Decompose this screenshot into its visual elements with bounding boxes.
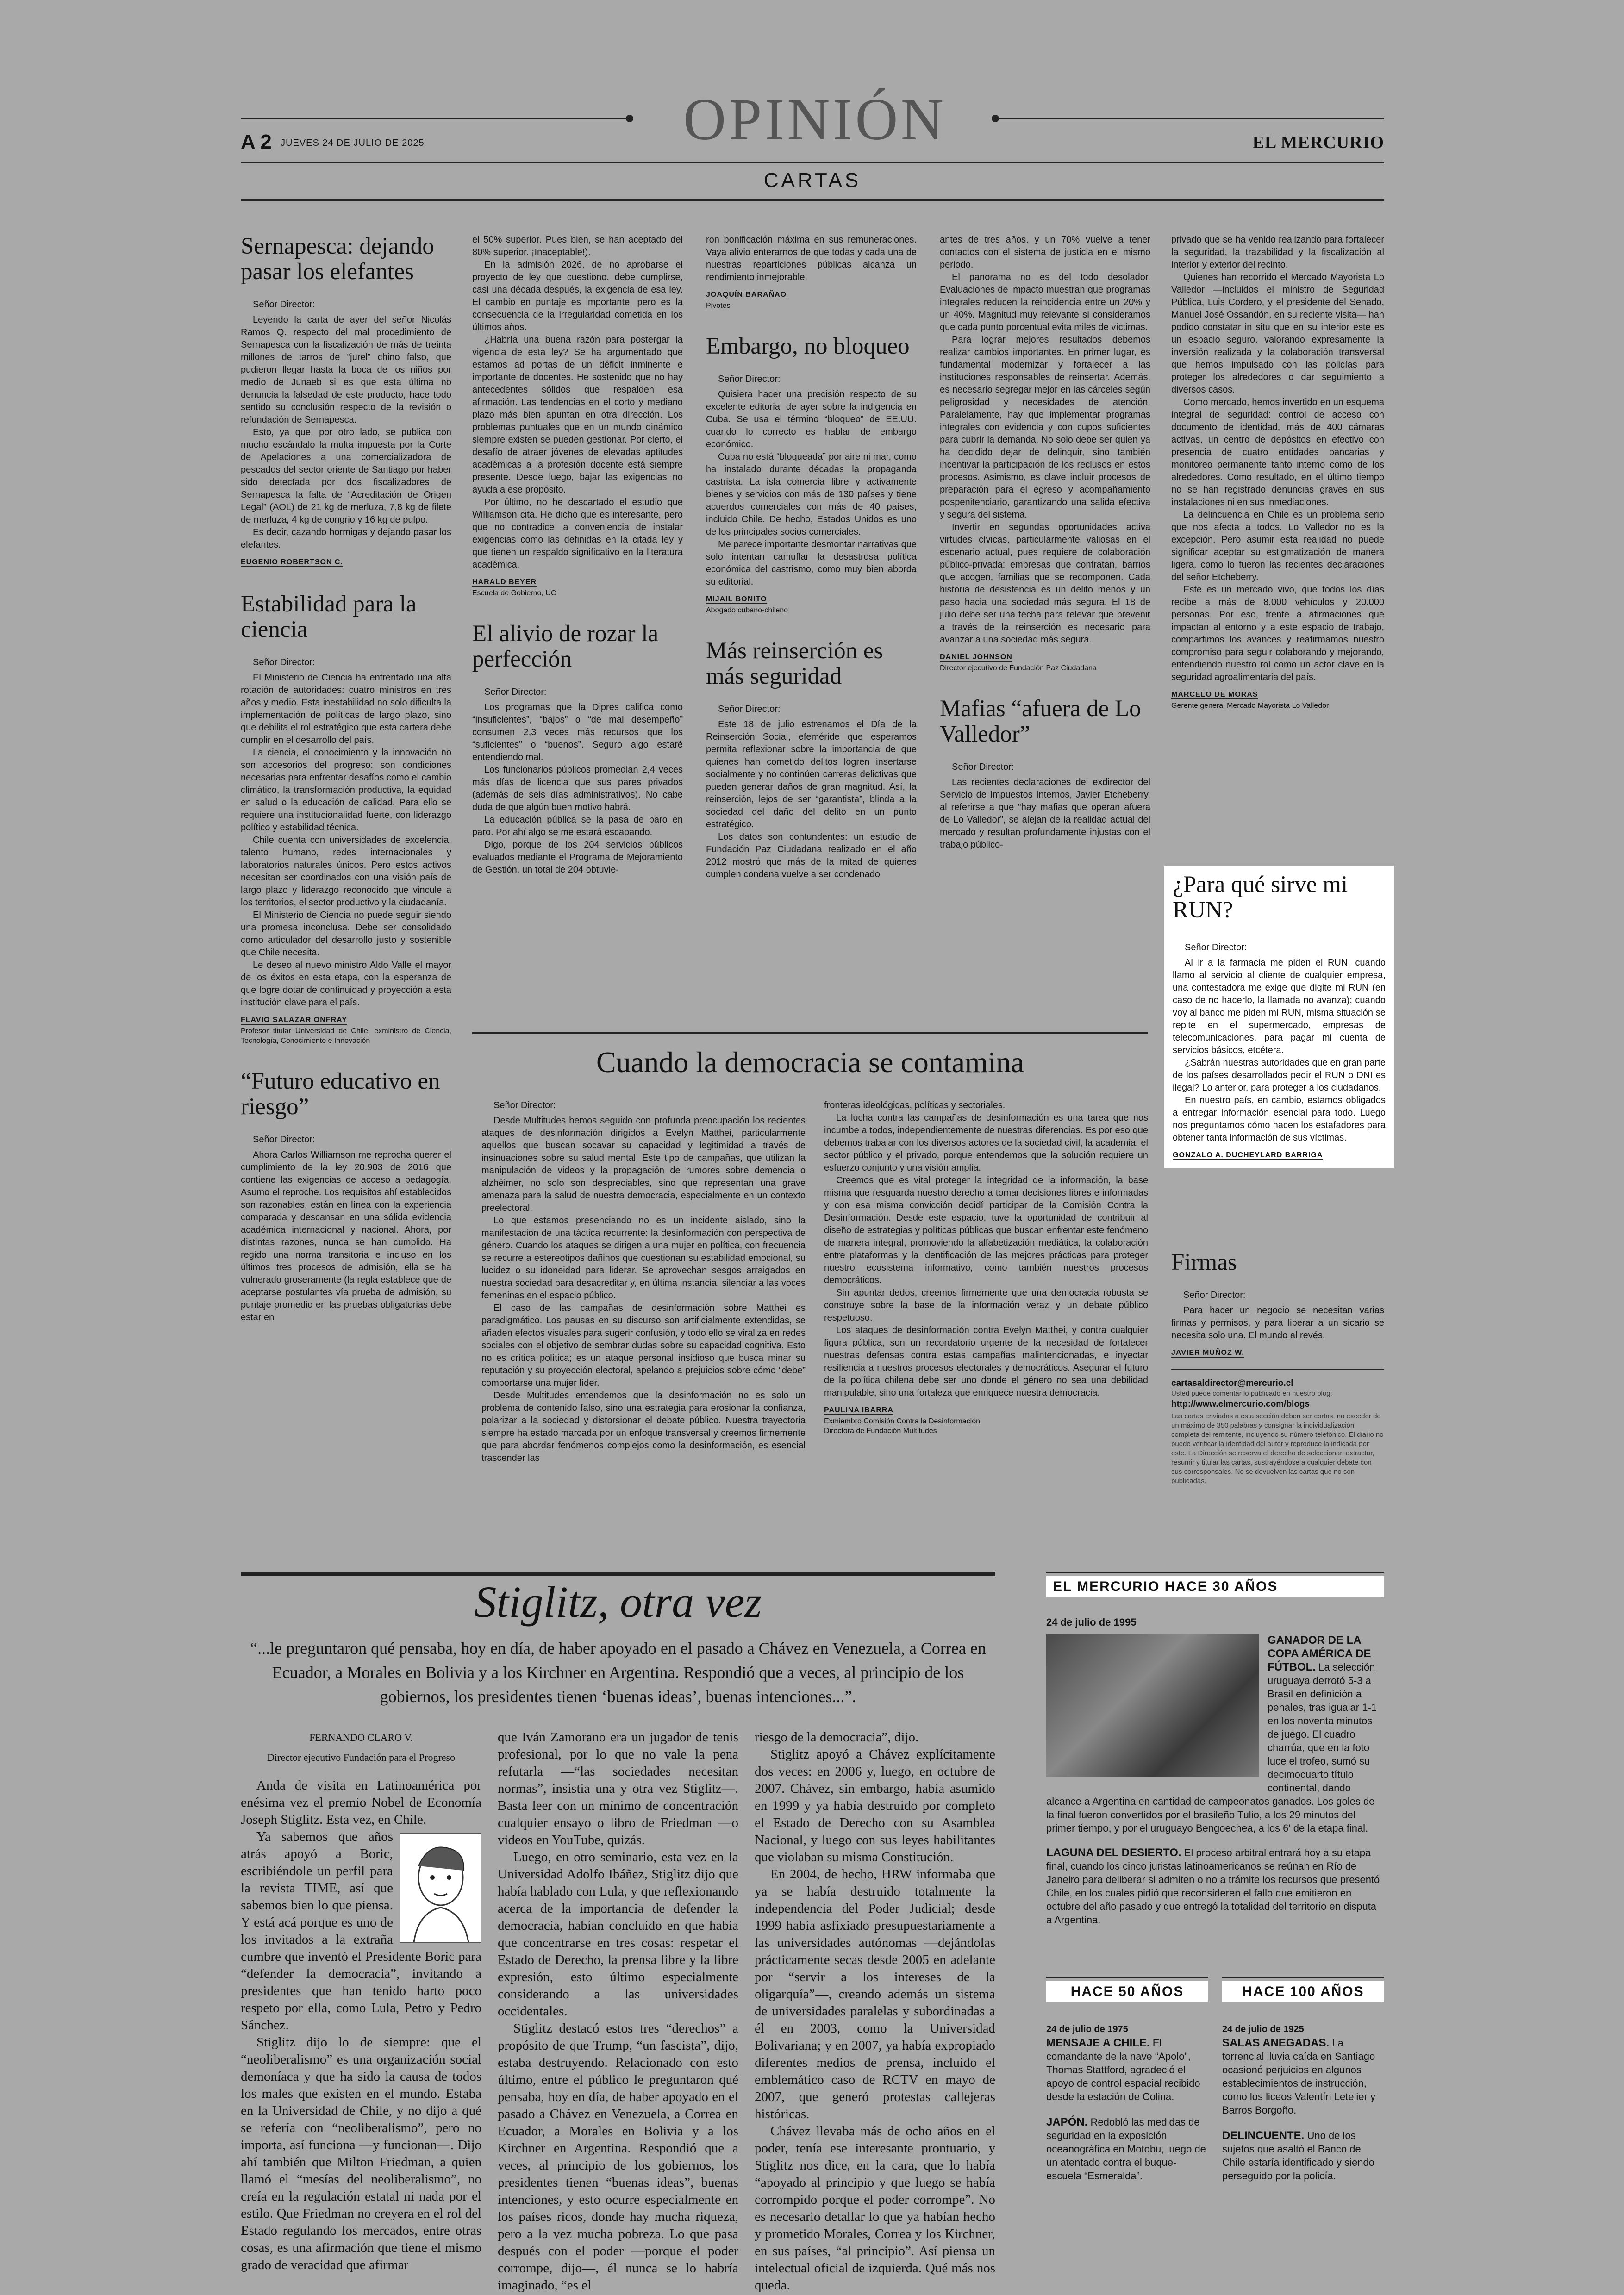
hace50-item2-title: JAPÓN. xyxy=(1046,2116,1088,2128)
paragraph: Le deseo al nuevo ministro Aldo Valle el mayor de los éxitos en esta etapa, con la esperanza de que logre dotar de continuidad y proyección a esta institución clave para el país. xyxy=(241,960,451,1008)
contact-box xyxy=(1171,1378,1384,1486)
hace100-item2-body: Uno de los sujetos que asaltó el Banco de Chile estaría identificado y siendo perseguido por la policía. xyxy=(1222,2130,1374,2182)
paragraph: Lo que estamos presenciando no es un incidente aislado, sino la manifestación de una táctica recurrente: la desinformación con perspectiva de género. Cuando los ataques se dirigen a una mujer en política, con frecuencia se recurre a estereotipos dañinos que cuestionan su estabilidad emocional, su lucidez o su idoneidad para liderar. Se aprovechan sesgos arraigados en nuestra sociedad para desacreditar y, en última instancia, silenciar a las voces femeninas en el espacio público. xyxy=(481,1216,806,1301)
paragraph: ron bonificación máxima en sus remuneraciones. Vaya alivio enterarnos de que todas y cada una de nuestras reparticiones públicas alcanza un rendimiento inmejorable. xyxy=(706,235,917,282)
hace30-item2-body: El proceso arbitral entrará hoy a su etapa final, cuando los cinco juristas latinoamericanos se reúnan en Río de Janeiro para deliberar si admiten o no a trámite los recursos que presentó Chile, en los cuales pidió que reconsideren el fallo que emitieron en octubre del año pasado y que entregó la totalidad del territorio en disputa a Argentina. xyxy=(1046,1847,1380,1926)
democracia-col-1 xyxy=(481,1099,806,1465)
paragraph: fronteras ideológicas, políticas y sectoriales. xyxy=(824,1100,1006,1110)
paragraph: Para hacer un negocio se necesitan varias firmas y permisos, y para liberar a un sicario se necesita solo una. El mundo al revés. xyxy=(1171,1305,1384,1341)
header-dot-left xyxy=(626,115,633,122)
column-5 xyxy=(1171,234,1384,711)
hace100-date: 24 de julio de 1925 xyxy=(1222,2024,1304,2034)
letter-firmas xyxy=(1171,1250,1384,1359)
paragraph: antes de tres años, y un 70% vuelve a tener contactos con el sistema de justicia en el mismo periodo. xyxy=(940,235,1150,270)
column-rule-top xyxy=(241,1572,995,1576)
author-portrait-sketch-icon xyxy=(400,1834,481,1942)
letter-title: Estabilidad para la ciencia xyxy=(241,591,417,642)
column-4 xyxy=(940,234,1150,851)
paragraph: riesgo de la democracia”, dijo. xyxy=(755,1730,919,1745)
hace30-date: 24 de julio de 1995 xyxy=(1046,1616,1137,1628)
salutation: Señor Director: xyxy=(253,299,315,310)
signature: MARCELO DE MORAS xyxy=(1171,691,1258,698)
letter-title: Sernapesca: dejando pasar los elefantes xyxy=(241,233,434,285)
hace50-item2-body: Redobló las medidas de seguridad en la exposición oceanográfica en Motobu, luego de un atentado contra el buque-escuela “Esmeralda”. xyxy=(1046,2116,1206,2182)
column-col-3 xyxy=(755,1729,995,2294)
paragraph: El Ministerio de Ciencia no puede seguir siendo una promesa inconclusa. Debe ser consolidado como articulador del desarrollo justo y sostenible que Chile necesita. xyxy=(241,910,451,958)
paragraph: Anda de visita en Latinoamérica por enésima vez el premio Nobel de Economía Joseph Stiglitz. Esta vez, en Chile. xyxy=(241,1778,481,1827)
signature: EUGENIO ROBERTSON C. xyxy=(241,558,343,566)
hace100-item2-title: DELINCUENTE. xyxy=(1222,2129,1305,2142)
hace30-item2-title: LAGUNA DEL DESIERTO. xyxy=(1046,1846,1181,1859)
paragraph: ¿Habría una buena razón para postergar la vigencia de esta ley? Se ha argumentado que estamos ad portas de un déficit inminente e importante de docentes. He sostenido que no hay antecedentes sólidos que respalden esa afirmación. Las tendencias en el corto y mediano plazo más bien apuntan en otra dirección. Los problemas puntuales que en un mundo dinámico siempre existen se pueden gestionar. Por cierto, el desafío de atraer jóvenes de elevadas aptitudes académicas a la profesión docente está siempre presente. Desde luego, bajar las exigencias no ayuda a ese propósito. xyxy=(472,335,683,495)
signature-role: Abogado cubano-chileno xyxy=(706,606,788,614)
paragraph: Este 18 de julio estrenamos el Día de la Reinserción Social, efeméride que esperamos permita reflexionar sobre la importancia de que quienes han cometido delitos logren insertarse socialmente y no continúen carreras delictivas que pueden generar daños de gran magnitud. Así, la reinserción, lejos de ser “garantista”, blinda a la sociedad del daño del delito en un punto estratégico. xyxy=(706,719,917,829)
paragraph: Stiglitz apoyó a Chávez explícitamente dos veces: en 2006 y, luego, en octubre de 2007. Chávez, sin embargo, había asumido en 1999 y ya había destruido por completo el Estado de Derecho con su Asamblea Nacional, y luego con sus leyes habilitantes que violaban su misma Constitución. xyxy=(755,1747,995,1865)
page-number: A 2 xyxy=(241,131,272,153)
letter-alivio xyxy=(472,621,683,876)
salutation: Señor Director: xyxy=(253,657,315,667)
hace50-box xyxy=(1046,2023,1208,2183)
salutation: Señor Director: xyxy=(952,762,1014,772)
contact-email-link[interactable]: cartasaldirector@mercurio.cl xyxy=(1171,1378,1293,1388)
hace100-box xyxy=(1222,2023,1384,2183)
paragraph: Quienes han recorrido el Mercado Mayorista Lo Valledor —incluidos el ministro de Seguridad Pública, Luis Cordero, y el presidente del Senado, Manuel José Ossandón, en su reciente visita— han podido constatar in situ que en su interior este es un espacio seguro, valorando expresamente la inversión realizada y la colaboración transversal que hemos impulsado con las policías para proteger los alrededores o dar seguimiento a diversos casos. xyxy=(1171,272,1384,395)
paragraph: Es decir, cazando hormigas y dejando pasar los elefantes. xyxy=(241,527,451,550)
signature: JAVIER MUÑOZ W. xyxy=(1171,1349,1244,1357)
paragraph: La lucha contra las campañas de desinformación es una tarea que nos incumbe a todos, independientemente de nuestras diferencias. Es por eso que debemos trabajar con los diversos actores de la sociedad civil, la academia, el sector público y el privado, porque entendemos que la solución requiere un esfuerzo conjunto y una visión amplia. xyxy=(824,1113,1148,1173)
header-rule-left xyxy=(241,118,630,119)
signature-role: Exmiembro Comisión Contra la Desinformación xyxy=(824,1417,981,1425)
hace30-box xyxy=(1046,1615,1384,1927)
header-dot-right xyxy=(992,115,999,122)
letter-title: Embargo, no bloqueo xyxy=(706,333,910,359)
letter-mafias-continued xyxy=(1171,234,1384,711)
header-rule-right xyxy=(995,118,1384,119)
paragraph: Desde Multitudes hemos seguido con profunda preocupación los recientes ataques de desinformación dirigidos a Evelyn Matthei, particularmente aquellos que buscan socavar su capacidad y legitimidad a través de insinuaciones sobre su salud mental. Este tipo de campañas, que utilizan la manipulación de videos y la propagación de rumores sobre demencia o alzhéimer, no solo son despreciables, sino que representan una grave amenaza para la salud de nuestra democracia, especialmente en un contexto preelectoral. xyxy=(481,1116,806,1213)
paragraph: Los datos son contundentes: un estudio de Fundación Paz Ciudadana realizado en el año 2012 mostró que más de la mitad de quienes cumplen condena vuelve a ser condenado xyxy=(706,832,917,879)
salutation: Señor Director: xyxy=(718,374,781,384)
section-subtitle: CARTAS xyxy=(763,169,862,192)
paragraph: Al ir a la farmacia me piden el RUN; cuando llamo al servicio al cliente de cualquier empresa, una contestadora me exige que digite mi RUN (en caso de no hacerlo, la llamada no avanza); cuando voy al banco me piden mi RUN, misma situación se repite en el supermercado, empresas de telecomunicaciones, para pagar mi cuenta de servicios básicos, etcétera. xyxy=(1173,958,1386,1055)
paragraph: La educación pública se la pasa de paro en paro. Por ahí algo se me estará escapando. xyxy=(472,815,683,837)
paragraph: Para lograr mejores resultados debemos realizar cambios importantes. En primer lugar, es fundamental modernizar y fortalecer a las instituciones responsables de reinsertar. Además, es necesario segregar mejor en las cárceles según peligrosidad y necesidades de atención. Paralelamente, hay que implementar programas integrales con evidencia y con cupos suficientes para cubrir la demanda. No solo debe ser quien ya ha decidido dejar de delinquir, sino también incentivar la participación de los reclusos en estos procesos. Asimismo, es clave incluir procesos de preparación para el egreso y acompañamiento pospenitenciario, garantizando una salida efectiva y segura del sistema. xyxy=(940,335,1150,520)
blog-url-link[interactable]: http://www.elmercurio.com/blogs xyxy=(1171,1399,1310,1409)
signature: JOAQUÍN BARAÑAO xyxy=(706,291,787,299)
header-rule-mid xyxy=(241,162,1384,163)
paragraph: Este es un mercado vivo, que todos los días recibe a más de 8.000 vehículos y 20.000 personas. Por eso, frente a afirmaciones que impactan al entorno y a este espacio de trabajo, compartimos los avances y reafirmamos nuestro compromiso para seguir colaborando y mejorando, entendiendo nuestro rol como un actor clave en la seguridad agroalimentaria del país. xyxy=(1171,585,1384,682)
signature-role: Director ejecutivo de Fundación Paz Ciudadana xyxy=(940,664,1097,672)
democracia-title: Cuando la democracia se contamina xyxy=(596,1046,1024,1079)
paragraph: Quisiera hacer una precisión respecto de su excelente editorial de ayer sobre la indigencia en Cuba. Se usa el término “bloqueo” de EE.UU. cuando lo correcto es hablar de embargo económico. xyxy=(706,389,917,449)
letter-title: Firmas xyxy=(1171,1249,1237,1275)
signature: GONZALO A. DUCHEYLARD BARRIGA xyxy=(1173,1151,1323,1159)
letter-sernapesca xyxy=(241,234,451,568)
signature: PAULINA IBARRA xyxy=(824,1406,893,1414)
hace30-rule xyxy=(1046,1572,1384,1573)
paragraph: privado que se ha venido realizando para fortalecer la seguridad, la trazabilidad y la fiscalización al interior y exterior del recinto. xyxy=(1171,235,1384,270)
paragraph: Me parece importante desmontar narrativas que solo intentan camuflar la desastrosa política económica del castrismo, como muy bien aborda su editorial. xyxy=(706,539,917,587)
paragraph: que Iván Zamorano era un jugador de tenis profesional, por lo que no vale la pena refutarla —“las sociedades necesitan normas”, insistía una y otra vez Stiglitz—. Basta leer con un mínimo de concentración cualquier ensayo o libro de Friedman —o videos en YouTube, quizás. xyxy=(498,1730,738,1847)
paragraph: Chávez llevaba más de ocho años en el poder, tenía ese interesante prontuario, y Stiglitz nos dice, en la cara, que lo había “apoyado al principio y que luego se había corrompido porque el poder corrompe”. No es necesario detallar lo que ya habían hecho y prometido Morales, Correa y los Kirchner, en sus países, “al principio”. Así piensa un intelectual oficial de izquierda. Qué más nos queda. xyxy=(755,2124,995,2293)
paragraph: Como mercado, hemos invertido en un esquema integral de seguridad: control de acceso con documento de identidad, más de 400 cámaras activas, un centro de depósitos en efectivo con presencia de cuatro entidades bancarias y monitoreo permanente tanto interno como de los alrededores. Como resultado, en el último tiempo no se han registrado denuncias graves en sus instalaciones ni en sus inmediaciones. xyxy=(1171,397,1384,507)
letter-futuro xyxy=(241,1069,451,1324)
paragraph: Stiglitz dijo lo de siempre: que el “neoliberalismo” es una organización social demoníaca y que ha sido la causa de todos los males que existen en el mundo. Estaba en la Universidad de Chile, y no dijo a qué se refería con “neoliberalismo”, pero no importa, así funciona —y funcionan—. Dijo ahí también que Milton Friedman, a quien llamó el “mesías del neoliberalismo”, no creía en la regulación estatal ni nada por el estilo. Que Friedman no creyera en el rol del Estado regulando los mercados, entre otras cosas, es una afirmación que tiene el mismo grado de veracidad que afirmar xyxy=(241,2035,481,2272)
salutation: Señor Director: xyxy=(1185,942,1247,953)
column-1 xyxy=(241,234,451,1324)
paragraph: Desde Multitudes entendemos que la desinformación no es solo un problema de contenido falso, sino una estrategia para erosionar la confianza, polarizar a la sociedad y distorsionar el debate público. Nuestra trayectoria siempre ha estado marcada por un enfoque transversal y creemos firmemente que para abordar fenómenos complejos como la desinformación, es esencial trascender las xyxy=(481,1391,806,1463)
paragraph: Los funcionarios públicos promedian 2,4 veces más días de licencia que sus pares privados (además de seis días administrativos). No cabe duda de que algún buen motivo habrá. xyxy=(472,765,683,812)
paragraph: Los programas que la Dipres califica como “insuficientes”, “bajos” o “de mal desempeño” consumen 2,3 veces más recursos que los “suficientes” o “buenos”. Seguro algo estaré entendiendo mal. xyxy=(472,702,683,762)
paragraph: Luego, en otro seminario, esta vez en la Universidad Adolfo Ibáñez, Stiglitz dijo que había hablado con Lula, y que reflexionando acerca de la importancia de defender la democracia, habían concluido en que había que concentrarse en tres cosas: respetar el Estado de Derecho, la prensa libre y la libre expresión, esto último especialmente considerando a las universidades occidentales. xyxy=(498,1850,738,2019)
contact-rule xyxy=(1171,1369,1384,1370)
column-col-1 xyxy=(241,1729,481,2274)
paragraph: En la admisión 2026, de no aprobarse el proyecto de ley que cuestiono, debe cumplirse, casi una década después, la exigencia de esa ley. El cambio en puntaje es importante, pero es la consecuencia de la irregularidad cometida en los últimos años. xyxy=(472,260,683,332)
column-pullquote: “...le preguntaron qué pensaba, hoy en día, de haber apoyado en el pasado a Chávez en Venezuela, a Correa en Ecuador, a Morales en Bolivia y a los Kirchner en Argentina. Respondió que a veces, al principio de los gobiernos, los presidentes tienen ‘buenas ideas’, buenas intenciones...”. xyxy=(250,1639,986,1706)
hace100-item1-body: La torrencial lluvia caída en Santiago ocasionó perjuicios en algunos establecimientos de instrucción, como los liceos Valentín Letelier y Barros Borgoño. xyxy=(1222,2037,1375,2116)
paragraph: Por último, no he descartado el estudio que Williamson cita. He dicho que es interesante, pero que no contradice la conveniencia de instalar exigencias como las definidas en la citada ley y que tienen un respaldo significativo en la literatura académica. xyxy=(472,497,683,570)
paragraph: La ciencia, el conocimiento y la innovación no son accesorios del progreso: son condiciones necesarias para enfrentar desafíos como el cambio climático, la transformación productiva, la equidad en salud o la educación de calidad. Para ello se requiere una institucionalidad fuerte, con liderazgo político y estabilidad técnica. xyxy=(241,748,451,833)
author-portrait xyxy=(400,1833,481,1943)
column-col-2 xyxy=(498,1729,738,2294)
paragraph: El Ministerio de Ciencia ha enfrentado una alta rotación de autoridades: cuatro ministros en tres años y medio. Esta inestabilidad no solo dificulta la implementación de políticas de largo plazo, sino que debilita el rol estratégico que esta cartera debe cumplir en el desarrollo del país. xyxy=(241,673,451,745)
hace30-heading: EL MERCURIO HACE 30 AÑOS xyxy=(1046,1576,1384,1597)
signature-role: Pivotes xyxy=(706,302,731,310)
salutation: Señor Director: xyxy=(484,687,547,697)
author-name: FERNANDO CLARO V. xyxy=(309,1732,413,1743)
hace50-rule xyxy=(1046,1977,1208,1978)
signature-role: Profesor titular Universidad de Chile, exministro de Ciencia, Tecnología, Conocimiento e Innovación xyxy=(241,1027,451,1045)
hace30-item1-title: GANADOR DE LA COPA AMÉRICA DE FÚTBOL. xyxy=(1268,1634,1371,1673)
salutation: Señor Director: xyxy=(1183,1290,1246,1300)
signature-role: Gerente general Mercado Mayorista Lo Valledor xyxy=(1171,702,1329,710)
paragraph: Las recientes declaraciones del exdirector del Servicio de Impuestos Internos, Javier Etcheberry, al referirse a que “hay mafias que operan afuera de Lo Valledor”, se alejan de la realidad actual del mercado y resultan profundamente injustas con el trabajo público- xyxy=(940,777,1150,850)
issue-date: JUEVES 24 DE JULIO DE 2025 xyxy=(281,138,425,148)
paragraph: En 2004, de hecho, HRW informaba que ya se había destruido totalmente la independencia del Poder Judicial; desde 1999 había asfixiado presupuestariamente a las universidades autónomas —dejándolas prácticamente secas desde 2005 en adelante por “servir a los intereses de la oligarquía”—, creando además un sistema de universidades paralelas y subordinadas a él en 2003, como la Universidad Bolivariana; y en 2007, ya había expropiado diferentes medios de prensa, incluido el emblemático caso de RCTV en mayo de 2007, que generó protestas callejeras históricas. xyxy=(755,1867,995,2121)
hace50-heading: HACE 50 AÑOS xyxy=(1046,1981,1208,2002)
signature: MIJAIL BONITO xyxy=(706,595,767,603)
letter-run-highlight xyxy=(1164,866,1394,1168)
letter-title: ¿Para qué sirve mi RUN? xyxy=(1173,872,1348,923)
blog-note: Usted puede comentar lo publicado en nuestro blog: xyxy=(1171,1390,1332,1397)
section-title: OPINIÓN xyxy=(683,87,947,152)
column-3 xyxy=(706,234,917,881)
paragraph: Ahora Carlos Williamson me reprocha querer el cumplimiento de la ley 20.903 de 2016 que contiene las exigencias de acceso a pedagogía. Asumo el reproche. Los requisitos ahí establecidos son razonables, están en línea con la experiencia comparada y descansan en una sólida evidencia académica internacional y nacional. Ahora, por distintas razones, nunca se han cumplido. Ha regido una norma transitoria e incluso en los últimos tres procesos de admisión, ella se ha vulnerado groseramente (la regla establece que de aceptarse postulantes vía prueba de admisión, su puntaje promedio en las pruebas obligatorias debe estar en xyxy=(241,1150,451,1322)
paragraph: Los ataques de desinformación contra Evelyn Matthei, y contra cualquier figura pública, son un recordatorio urgente de la necesidad de fortalecer nuestras defensas contra estas campañas malintencionadas, e inyectar resiliencia a nuestros procesos electorales y democráticos. Asegurar el futuro de la política chilena debe ser uno donde el género no sea una debilidad manipulable, sino una fortaleza que enriquece nuestra democracia. xyxy=(824,1325,1148,1398)
salutation: Señor Director: xyxy=(493,1100,556,1110)
letter-reinsercion-continued xyxy=(940,234,1150,673)
paragraph: ¿Sabrán nuestras autoridades que en gran parte de los países desarrollados pedir el RUN o DNI es ilegal? Lo anterior, para proteger a los ciudadanos. xyxy=(1173,1058,1386,1093)
salutation: Señor Director: xyxy=(718,704,781,714)
paragraph: Esto, ya que, por otro lado, se publica con mucho escándalo la multa impuesta por la Corte de Apelaciones a una comercializadora de pescados del sector oriente de Santiago por haber sido detectada por dos fiscalizadores de Sernapesca la falta de “Acreditación de Origen Legal” (AOL) de 21 kg de merluza, 7,8 kg de filete de merluza, 4 kg de congrio y 16 kg de pulpo. xyxy=(241,427,451,525)
paragraph: Cuba no está “bloqueada” por aire ni mar, como ha instalado durante décadas la propaganda castrista. La isla comercia libre y activamente bienes y servicios con más de 130 países y tiene acuerdos comerciales con más de 40 países, incluido Chile. De hecho, Estados Unidos es uno de los principales socios comerciales. xyxy=(706,452,917,537)
paragraph: El panorama no es del todo desolador. Evaluaciones de impacto muestran que programas integrales reducen la reincidencia entre un 20% y un 40%. Magnitud muy relevante si consideramos que cada punto porcentual evita miles de víctimas. xyxy=(940,272,1150,332)
letter-title: Mafias “afuera de Lo Valledor” xyxy=(940,696,1141,747)
author-role: Director ejecutivo Fundación para el Progreso xyxy=(267,1752,456,1763)
letter-reinsercion xyxy=(706,638,917,881)
newspaper-logo: EL MERCURIO xyxy=(1252,133,1384,152)
paragraph: Chile cuenta con universidades de excelencia, talento humano, redes internacionales y laboratorios naturales únicos. Pero estos activos necesitan ser coordinados con una visión país de largo plazo y liderazgo reconocido que vincule a los territorios, el sector productivo y la ciudadanía. xyxy=(241,835,451,908)
letter-title: “Futuro educativo en riesgo” xyxy=(241,1068,440,1120)
paragraph: Stiglitz destacó estos tres “derechos” a propósito de que Trump, “un fascista”, dijo, estaba destruyendo. Relacionado con esto último, entre el público le preguntaron qué pensaba, hoy en día, de haber apoyado en el pasado a Chávez en Venezuela, a Correa en Ecuador, a Morales en Bolivia y a los Kirchner en Argentina. Respondió que a veces, al principio de los gobiernos, los presidentes tienen “buenas ideas”, buenas intenciones, y esto ocurre especialmente en los países ricos, donde hay mucha riqueza, pero a la vez mucha pobreza. Lo que pasa después con el poder —porque el poder corrompe, dijo—, él nunca se lo habría imaginado, “es el xyxy=(498,2021,738,2293)
paragraph: Invertir en segundas oportunidades activa virtudes cívicas, particularmente valiosas en el escenario actual, pues requiere de colaboración público-privada: empresas que contratan, barrios que acogen, familias que se recomponen. Cada historia de desistencia es un delito menos y un paso hacia una sociedad más segura. El 18 de julio debe ser una fecha para relevar que prevenir a través de la reinserción es necesario para avanzar a una sociedad más segura. xyxy=(940,522,1150,645)
paragraph: Digo, porque de los 204 servicios públicos evaluados mediante el Programa de Mejoramiento de Gestión, un total de 204 obtuvie- xyxy=(472,840,683,875)
paragraph: Sin apuntar dedos, creemos firmemente que una democracia robusta se construye sobre la base de la información veraz y un debate público respetuoso. xyxy=(824,1288,1148,1323)
hace100-heading: HACE 100 AÑOS xyxy=(1222,1981,1384,2002)
paragraph: En nuestro país, en cambio, estamos obligados a entregar información esencial para todo. Luego nos preguntamos cómo hacen los estafadores para obtener tanta información de sus víctimas. xyxy=(1173,1095,1386,1143)
paragraph: Leyendo la carta de ayer del señor Nicolás Ramos Q. respecto del mal procedimiento de Sernapesca con la fiscalización de más de treinta millones de tarros de “jurel” chino falso, que pudieron llegar hasta la boca de los niños por medio de Junaeb si es que esta última no denuncia la falsedad de este producto, hace todo sentido su conclusión respecto de la revisión o refundación de Sernapesca. xyxy=(241,315,451,425)
signature: DANIEL JOHNSON xyxy=(940,653,1012,661)
header-rule-bottom xyxy=(241,199,1384,201)
signature-role: Directora de Fundación Multitudes xyxy=(824,1427,937,1435)
democracia-rule-top xyxy=(472,1032,1148,1034)
column-5-lower xyxy=(1171,1250,1384,1486)
column-2 xyxy=(472,234,683,876)
signature: FLAVIO SALAZAR ONFRAY xyxy=(241,1016,347,1024)
uruguay-trophy-photo xyxy=(1046,1634,1259,1777)
hace100-rule xyxy=(1222,1977,1384,1978)
signature-role: Escuela de Gobierno, UC xyxy=(472,589,556,597)
paragraph: El caso de las campañas de desinformación sobre Matthei es paradigmático. Los pausas en su discurso son artificialmente extendidas, se añaden efectos visuales para sugerir confusión, y todo ello se viraliza en redes sociales con el objetivo de sembrar dudas sobre su capacidad cognitiva. Esto no es crítica política; es un ataque personal insidioso que busca minar su reputación y su proyección electoral, apelando a prejuicios sobre cómo “debe” comportarse una mujer líder. xyxy=(481,1303,806,1388)
signature: HARALD BEYER xyxy=(472,578,537,586)
hace50-item1-title: MENSAJE A CHILE. xyxy=(1046,2037,1150,2049)
letter-title: El alivio de rozar la perfección xyxy=(472,621,659,672)
paragraph: Ya sabemos que años atrás apoyó a Boric, escribiéndole un perfil para la revista TIME, así que sabemos bien lo que piensa. Y está acá porque es uno de los invitados a la extraña cumbre que inventó el Presidente Boric para “defender la democracia”, invitando a presidentes que han tenido harto poco respeto por ella, como Lula, Petro y Pedro Sánchez. xyxy=(241,1829,481,2033)
column-title: Stiglitz, otra vez xyxy=(474,1577,762,1627)
hace100-item1-title: SALAS ANEGADAS. xyxy=(1222,2037,1330,2049)
hace30-item1-body: La selección uruguaya derrotó 5-3 a Brasil en definición a penales, tras igualar 1-1 en los noventa minutos de juego. El cuadro charrúa, que en la foto luce el trofeo, sumó su decimocuarto título continental, dando alcance a Argentina en cantidad de campeonatos ganados. Los goles de la final fueron convertidos por el brasileño Tulio, a los 29 minutos del primer tiempo, y por el uruguayo Bengoechea, a los 6' de la etapa final. xyxy=(1046,1661,1377,1834)
paragraph: Creemos que es vital proteger la integridad de la información, la base misma que resguarda nuestro derecho a tomar decisiones libres e informadas y con esa misma convicción decidí participar de la Comisión Contra la Desinformación. Desde este espacio, tuve la oportunidad de contribuir al diseño de estrategias y políticas públicas que buscan enfrentar este fenómeno de manera integral, promoviendo la alfabetización mediática, la colaboración entre plataformas y la identificación de las mejores prácticas para proteger nuestro ecosistema informativo, como también nuestros procesos democráticos. xyxy=(824,1175,1148,1285)
paragraph: La delincuencia en Chile es un problema serio que nos afecta a todos. Lo Valledor no es la excepción. Pero asumir esta realidad no puede significar aceptar su estigmatización de manera ligera, como lo fueron las recientes declaraciones del señor Etcheberry. xyxy=(1171,510,1384,582)
letter-estabilidad xyxy=(241,592,451,1046)
salutation: Señor Director: xyxy=(253,1135,315,1145)
letter-mafias xyxy=(940,696,1150,851)
democracia-col-2 xyxy=(824,1099,1148,1436)
hace50-item1-body: El comandante de la nave “Apolo”, Thomas Stattford, agradeció el apoyo de control espacial recibido desde la estación de Colina. xyxy=(1046,2037,1200,2102)
letter-alivio-continued xyxy=(706,234,917,311)
letter-title: Más reinserción es más seguridad xyxy=(706,638,883,689)
letters-rules: Las cartas enviadas a esta sección deben ser cortas, no exceder de un máximo de 350 palabras y consignar la individualización completa del remitente, incluyendo su número telefónico. El diario no puede verificar la identidad del autor y reproduce la indicada por este. La Dirección se reserva el derecho de seleccionar, extractar, resumir y titular las cartas, sustrayéndose a cualquier debate con sus corresponsales. No se devuelven las cartas que no son publicadas. xyxy=(1171,1412,1384,1485)
hace50-date: 24 de julio de 1975 xyxy=(1046,2024,1128,2034)
letter-futuro-continued xyxy=(472,234,683,598)
letter-embargo xyxy=(706,334,917,615)
paragraph: el 50% superior. Pues bien, se han aceptado del 80% superior. ¡Inaceptable!). xyxy=(472,235,683,257)
